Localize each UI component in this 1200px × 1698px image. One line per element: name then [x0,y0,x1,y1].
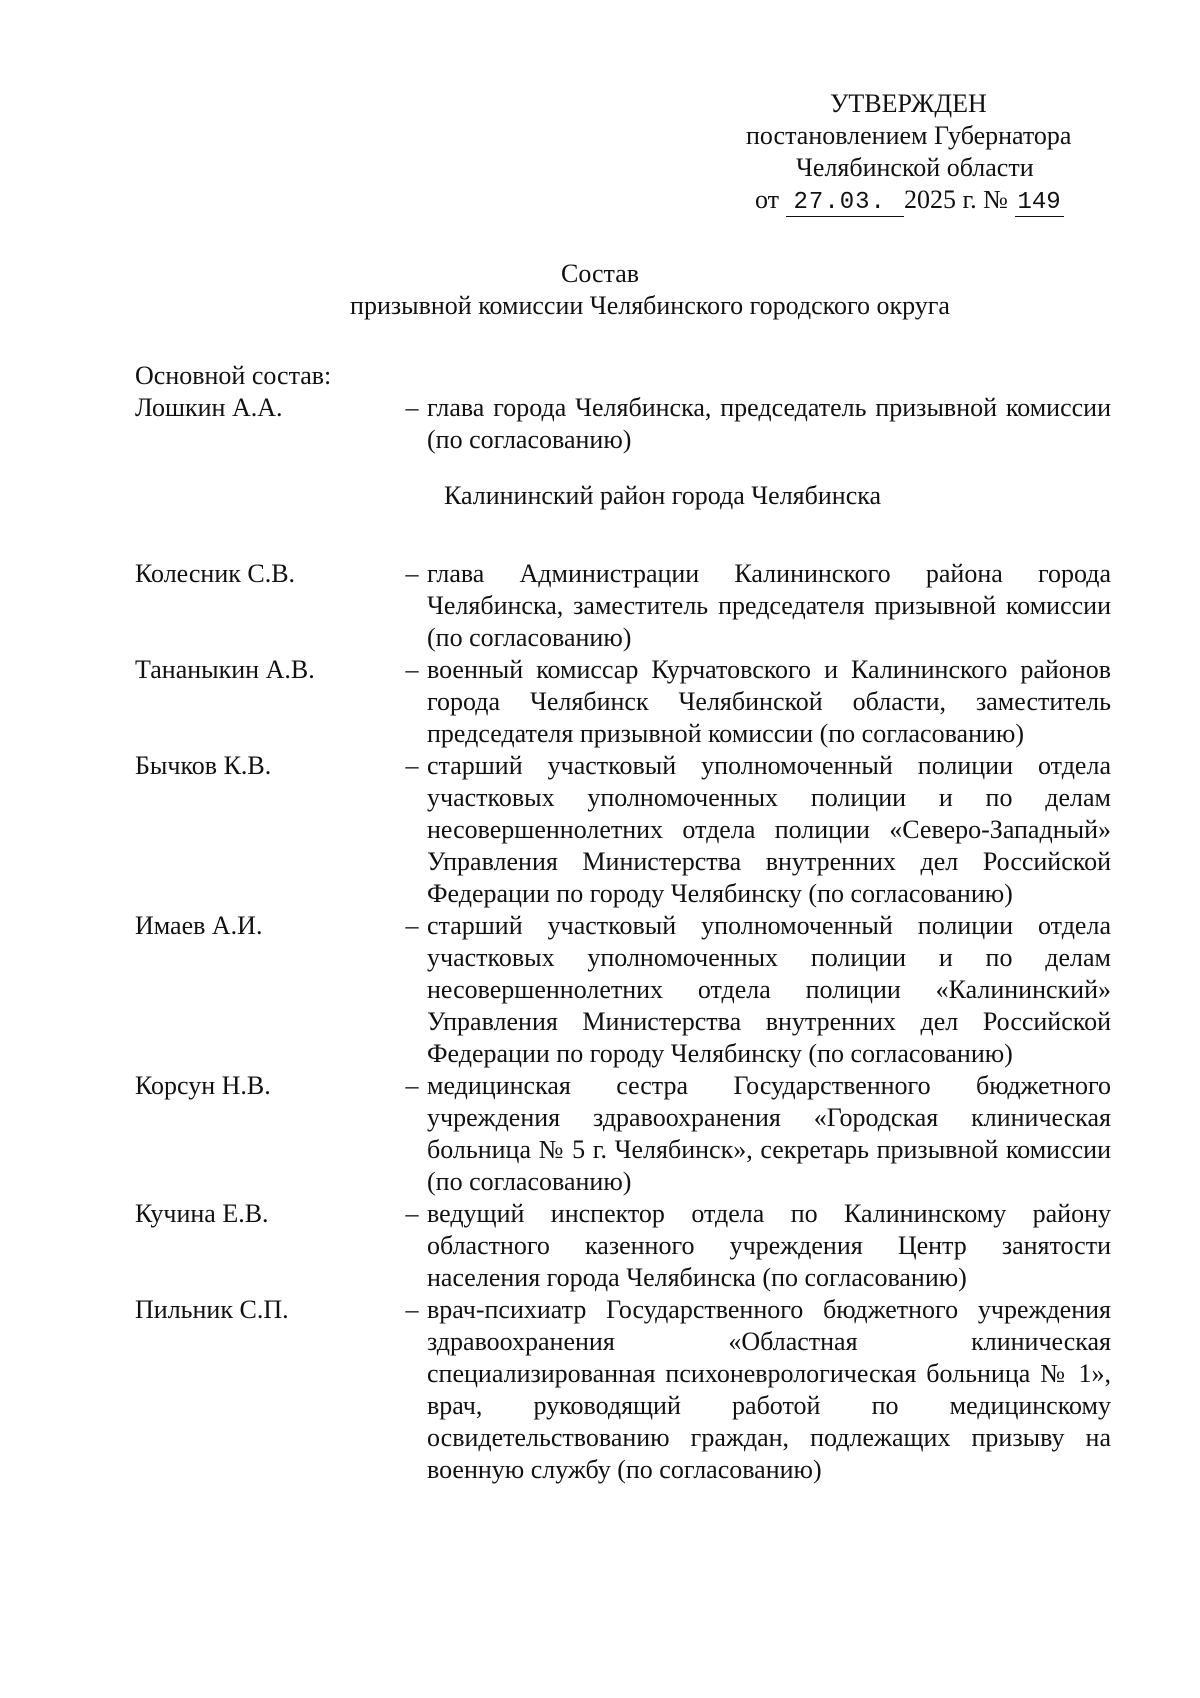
member-dash: – [405,1071,419,1100]
member-row [135,654,1120,750]
member-dash: – [405,559,419,588]
title-line-2: призывной комиссии Челябинского городского округа [350,291,950,320]
approval-region: Челябинской области [796,153,1034,182]
member-name: Имаев А.И. [135,911,263,940]
document-title [0,258,1200,322]
member-name: Пильник С.П. [135,1295,289,1324]
member-description: врач-психиатр Государственного бюджетного учреждения здравоохранения «Областная клиническая специализированная психоневрологическая больница № 1», врач, руководящий работой по медицинскому освидетельствованию граждан, подлежащих призыву на военную службу (по согласованию) [427,1295,1111,1484]
member-dash: – [405,911,419,940]
member-row [135,750,1120,910]
approval-authority: постановлением Губернатора [746,121,1072,150]
member-row [135,392,1120,456]
title-line-1: Состав [560,259,640,288]
district-heading: Калининский район города Челябинска [443,481,882,510]
member-name: Лошкин А.А. [135,393,283,422]
member-description: медицинская сестра Государственного бюджетного учреждения здравоохранения «Городская клиническая больница № 5 г. Челябинск», секретарь призывной комиссии (по согласованию) [427,1071,1111,1196]
member-name: Тананыкин А.В. [135,655,315,684]
member-name: Корсун Н.В. [135,1071,271,1100]
member-dash: – [405,655,419,684]
member-name: Кучина Е.В. [135,1199,269,1228]
member-description: старший участковый уполномоченный полиции отдела участковых уполномоченных полиции и по делам несовершеннолетних отдела полиции «Калининский» Управления Министерства внутренних дел Российской Федерации по городу Челябинску (по согласованию) [427,911,1111,1068]
member-dash: – [405,751,419,780]
approval-year: 2025 г. № [903,185,1008,214]
main-composition-label: Основной состав: [135,361,332,390]
date-prefix: от [755,185,780,214]
member-row [135,1198,1120,1294]
member-name: Бычков К.В. [135,751,272,780]
member-row [135,1070,1120,1198]
approval-date-line [720,184,1120,219]
member-description: старший участковый уполномоченный полиции отдела участковых уполномоченных полиции и по делам несовершеннолетних отдела полиции «Северо-Западный» Управления Министерства внутренних дел Российской Федерации по городу Челябинску (по согласованию) [427,751,1111,908]
member-dash: – [405,393,419,422]
member-dash: – [405,1295,419,1324]
approval-number: 149 [1015,189,1064,217]
member-description: ведущий инспектор отдела по Калининскому району областного казенного учреждения Центр занятости населения города Челябинска (по согласованию) [427,1199,1111,1292]
member-row [135,1294,1120,1486]
member-description: глава города Челябинска, председатель призывной комиссии (по согласованию) [427,393,1111,454]
member-dash: – [405,1199,419,1228]
approval-date: 27.03. [786,189,904,217]
member-name: Колесник С.В. [135,559,296,588]
approval-title: УТВЕРЖДЕН [830,89,987,118]
commission-list [135,360,1120,1486]
member-description: военный комиссар Курчатовского и Калининского районов города Челябинск Челябинской области, заместитель председателя призывной комиссии (по согласованию) [427,655,1111,748]
member-description: глава Администрации Калининского района города Челябинска, заместитель председателя призывной комиссии (по согласованию) [427,559,1111,652]
member-row [135,558,1120,654]
member-row [135,910,1120,1070]
approval-stamp [720,88,1120,219]
